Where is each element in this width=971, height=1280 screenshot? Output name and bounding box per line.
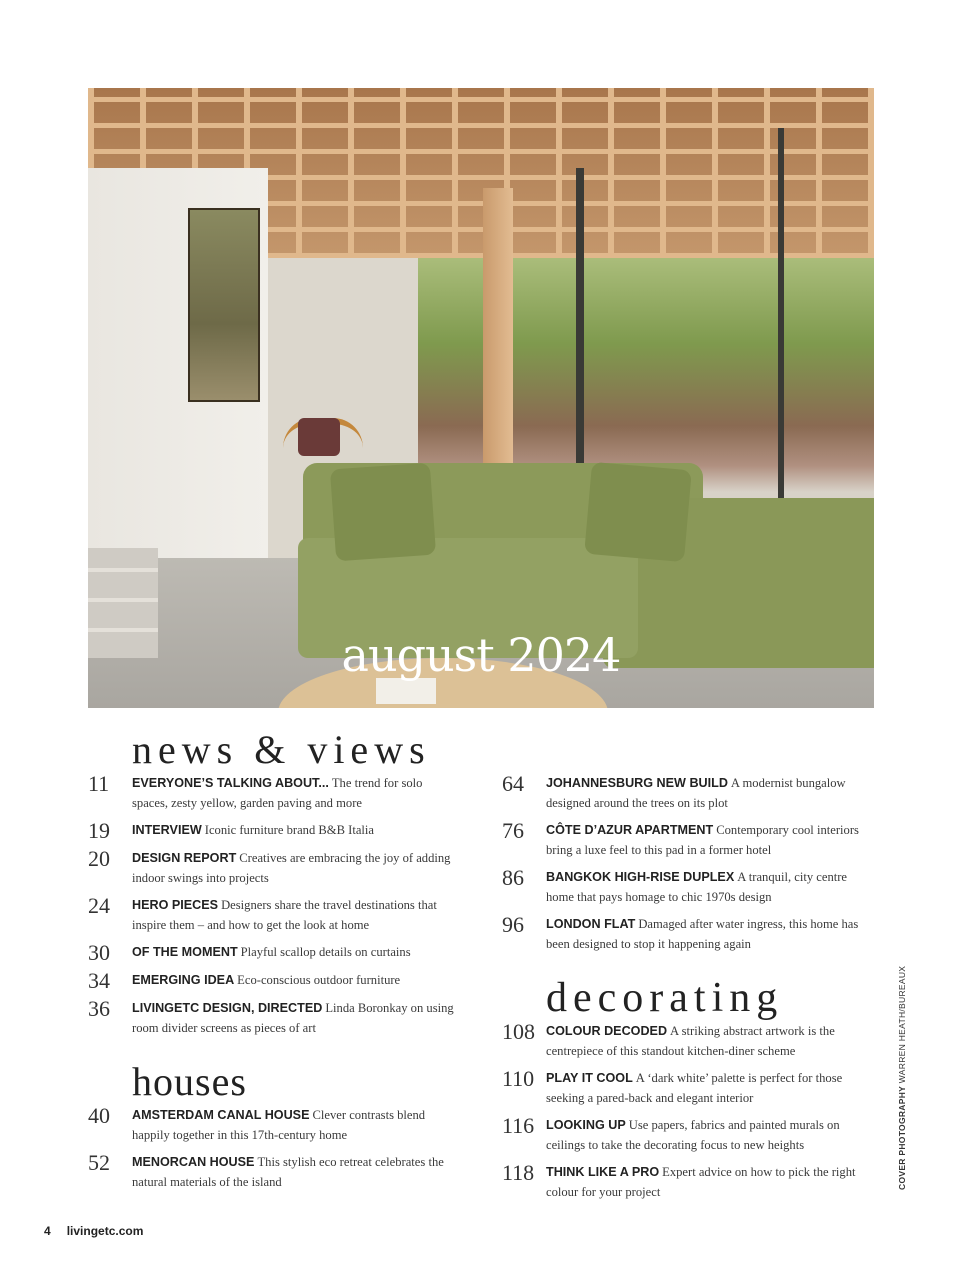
- section-title: houses: [132, 1059, 247, 1104]
- entry-heading: LONDON FLAT: [546, 917, 636, 931]
- entry-heading: HERO PIECES: [132, 898, 219, 912]
- contents-entry[interactable]: [88, 846, 460, 888]
- entry-text: [132, 943, 460, 963]
- page-number: 11: [88, 771, 110, 796]
- page-number: 64: [502, 771, 524, 796]
- entry-description: Iconic furniture brand B&B Italia: [204, 823, 375, 837]
- section-title: news & views: [132, 727, 431, 772]
- entry-heading: PLAY IT COOL: [546, 1071, 633, 1085]
- page-number: 76: [502, 818, 524, 843]
- cushion: [584, 462, 692, 562]
- entry-heading: BANGKOK HIGH-RISE DUPLEX: [546, 870, 735, 884]
- contents-entry[interactable]: [88, 771, 460, 813]
- contents-entry[interactable]: [88, 893, 460, 935]
- contents-entry[interactable]: [502, 912, 874, 954]
- entry-heading: INTERVIEW: [132, 823, 202, 837]
- entry-description: The trend for solo spaces, zesty yellow, garden paving and more: [132, 776, 423, 810]
- entry-heading: LOOKING UP: [546, 1118, 626, 1132]
- entry-description: A ‘dark white’ palette is perfect for those seeking a pared-back and elegant interior: [546, 1071, 843, 1105]
- entry-text: [546, 1069, 874, 1108]
- contents-left-column: [88, 728, 460, 1200]
- entry-description: Damaged after water ingress, this home has been designed to stop it happening again: [546, 917, 859, 951]
- contents-entry[interactable]: [502, 865, 874, 907]
- credit-name: WARREN HEATH/BUREAUX: [897, 965, 907, 1084]
- credit-label: COVER PHOTOGRAPHY: [897, 1085, 907, 1190]
- entry-heading: THINK LIKE A PRO: [546, 1165, 660, 1179]
- entry-text: [546, 915, 874, 954]
- entry-description: Use papers, fabrics and painted murals on ceilings to take the decorating focus to new heights: [546, 1118, 840, 1152]
- entry-text: [546, 1022, 874, 1061]
- entry-description: Playful scallop details on curtains: [240, 945, 411, 959]
- entry-text: [132, 971, 460, 991]
- section-title: decorating: [546, 975, 784, 1021]
- entry-description: A modernist bungalow designed around the trees on its plot: [546, 776, 846, 810]
- page-number: 96: [502, 912, 524, 937]
- wall-artwork: [188, 208, 260, 402]
- cushion: [330, 463, 436, 562]
- page-number: 4: [44, 1224, 51, 1238]
- contents-entry[interactable]: [502, 1066, 874, 1108]
- entry-text: [132, 849, 460, 888]
- chair-cushion: [298, 418, 340, 456]
- cover-photo: [88, 88, 874, 708]
- entry-description: Clever contrasts blend happily together in this 17th-century home: [132, 1108, 426, 1142]
- entry-description: Creatives are embracing the joy of adding indoor swings into projects: [132, 851, 451, 885]
- entry-heading: EVERYONE’S TALKING ABOUT...: [132, 776, 329, 790]
- contents-right-column: [502, 771, 874, 1210]
- page-number: 110: [502, 1066, 535, 1091]
- contents-entry[interactable]: [502, 1113, 874, 1155]
- entry-description: A striking abstract artwork is the centrepiece of this standout kitchen-diner scheme: [546, 1024, 835, 1058]
- entry-heading: AMSTERDAM CANAL HOUSE: [132, 1108, 310, 1122]
- entry-heading: DESIGN REPORT: [132, 851, 237, 865]
- footer: [44, 1224, 159, 1238]
- entry-description: This stylish eco retreat celebrates the natural materials of the island: [132, 1155, 444, 1189]
- contents-entry[interactable]: [502, 818, 874, 860]
- contents-entry[interactable]: [88, 1150, 460, 1192]
- page-number: 86: [502, 865, 524, 890]
- site-link[interactable]: livingetc.com: [66, 1224, 144, 1238]
- entry-text: [132, 1106, 460, 1145]
- contents-entry[interactable]: [502, 1019, 874, 1061]
- entry-text: [132, 999, 460, 1038]
- entry-text: [546, 1163, 874, 1202]
- entry-heading: CÔTE D’AZUR APARTMENT: [546, 823, 714, 837]
- entry-text: [546, 868, 874, 907]
- entry-text: [546, 1116, 874, 1155]
- contents-entry[interactable]: [502, 771, 874, 813]
- contents-entry[interactable]: [88, 818, 460, 843]
- entry-description: Linda Boronkay on using room divider screens as pieces of art: [132, 1001, 454, 1035]
- page-number: 118: [502, 1160, 535, 1185]
- entry-heading: JOHANNESBURG NEW BUILD: [546, 776, 728, 790]
- page-number: 108: [502, 1019, 535, 1044]
- page-number: 36: [88, 996, 110, 1021]
- page-number: 116: [502, 1113, 535, 1138]
- entry-heading: LIVINGETC DESIGN, DIRECTED: [132, 1001, 323, 1015]
- entry-text: [132, 896, 460, 935]
- page-number: 20: [88, 846, 110, 871]
- contents-entry[interactable]: [88, 1103, 460, 1145]
- entry-text: [132, 1153, 460, 1192]
- contents-entry[interactable]: [88, 996, 460, 1038]
- contents-entry[interactable]: [88, 940, 460, 965]
- page-number: 19: [88, 818, 110, 843]
- entry-heading: COLOUR DECODED: [546, 1024, 668, 1038]
- entry-description: A tranquil, city centre home that pays homage to chic 1970s design: [546, 870, 848, 904]
- entry-description: Expert advice on how to pick the right colour for your project: [546, 1165, 856, 1199]
- entry-description: Eco-conscious outdoor furniture: [237, 973, 401, 987]
- entry-heading: EMERGING IDEA: [132, 973, 235, 987]
- entry-text: [132, 774, 460, 813]
- page-number: 52: [88, 1150, 110, 1175]
- entry-heading: OF THE MOMENT: [132, 945, 238, 959]
- contents-entry[interactable]: [88, 968, 460, 993]
- page-number: 40: [88, 1103, 110, 1128]
- entry-text: [546, 821, 874, 860]
- entry-description: Designers share the travel destinations that inspire them – and how to get the look at home: [132, 898, 437, 932]
- entry-text: [546, 774, 874, 813]
- page-number: 30: [88, 940, 110, 965]
- page-number: 24: [88, 893, 110, 918]
- entry-description: Contemporary cool interiors bring a luxe feel to this pad in a former hotel: [546, 823, 859, 857]
- page-number: 34: [88, 968, 110, 993]
- contents-entry[interactable]: [502, 1160, 874, 1202]
- entry-text: [132, 821, 460, 841]
- entry-heading: MENORCAN HOUSE: [132, 1155, 255, 1169]
- issue-date: august 2024: [341, 628, 621, 682]
- photo-credit: [897, 966, 907, 1190]
